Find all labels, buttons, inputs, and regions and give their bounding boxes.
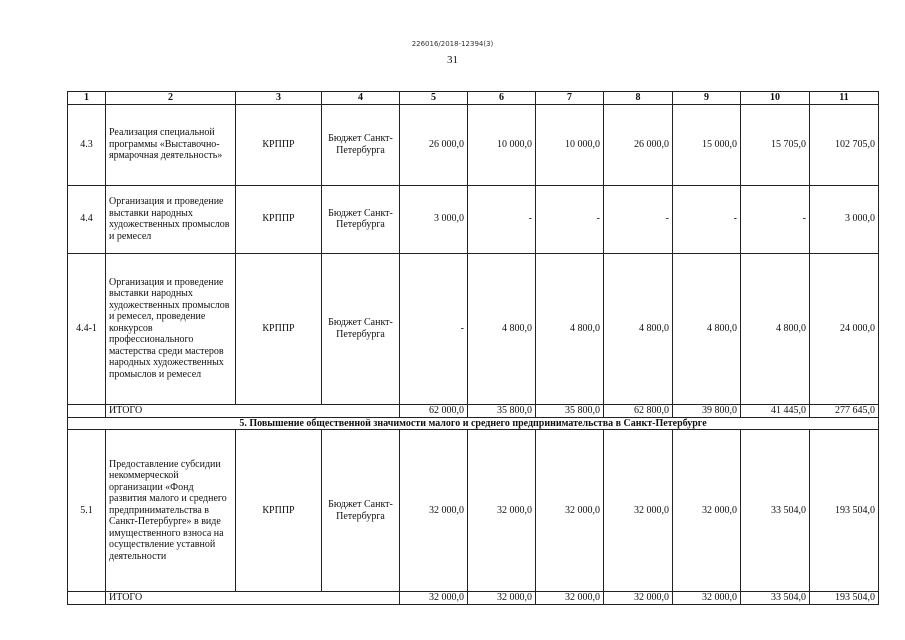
total-value: 41 445,0 [741,404,810,417]
row-number: 4.4 [68,185,106,253]
row-funding-source: Бюджет Санкт-Петербурга [322,253,400,404]
row-organization: КРППР [236,430,322,592]
column-header: 5 [400,92,468,105]
total-label: ИТОГО [106,592,400,605]
total-value: 39 800,0 [673,404,741,417]
column-header: 9 [673,92,741,105]
total-value: 32 000,0 [400,592,468,605]
document-id: 226016/2018-12394(3) [411,40,494,48]
row-number: 4.4-1 [68,253,106,404]
total-value: 32 000,0 [673,592,741,605]
row-value: 4 800,0 [673,253,741,404]
table-row [68,185,879,253]
row-value: 26 000,0 [400,104,468,185]
page-number: 31 [447,54,458,66]
row-value: - [741,185,810,253]
row-value: 4 800,0 [741,253,810,404]
row-value: 15 705,0 [741,104,810,185]
section-header-row [68,417,879,430]
table-row [68,253,879,404]
row-value: 4 800,0 [604,253,673,404]
row-value: 33 504,0 [741,430,810,592]
row-value: - [673,185,741,253]
budget-table [67,91,879,605]
row-value: 4 800,0 [468,253,536,404]
row-value: 32 000,0 [604,430,673,592]
row-value: 3 000,0 [400,185,468,253]
column-header: 1 [68,92,106,105]
row-name: Предоставление субсидии некоммерческой организации «Фонд развития малого и среднего предпринимательства в Санкт-Петербурге» в виде имущественного взноса на осуществление уставной деятельности [106,430,236,592]
total-value: 62 800,0 [604,404,673,417]
row-value: - [604,185,673,253]
total-value: 62 000,0 [400,404,468,417]
row-value: 10 000,0 [536,104,604,185]
header-row [68,92,879,105]
total-value: 277 645,0 [810,404,879,417]
total-value: 193 504,0 [810,592,879,605]
column-header: 6 [468,92,536,105]
row-value: 24 000,0 [810,253,879,404]
column-header: 11 [810,92,879,105]
column-header: 10 [741,92,810,105]
row-value: - [536,185,604,253]
row-value: 102 705,0 [810,104,879,185]
row-organization: КРППР [236,104,322,185]
table-row [68,104,879,185]
row-organization: КРППР [236,253,322,404]
row-funding-source: Бюджет Санкт-Петербурга [322,185,400,253]
row-funding-source: Бюджет Санкт-Петербурга [322,104,400,185]
row-value: 3 000,0 [810,185,879,253]
row-organization: КРППР [236,185,322,253]
row-name: Организация и проведение выставки народных художественных промыслов и ремесел, проведение конкурсов профессионального мастерства среди мастеров народных художественных промыслов и ремесел [106,253,236,404]
row-name: Реализация специальной программы «Выставочно-ярмарочная деятельность» [106,104,236,185]
row-value: 32 000,0 [673,430,741,592]
column-header: 2 [106,92,236,105]
column-header: 8 [604,92,673,105]
row-value: 32 000,0 [468,430,536,592]
empty-cell [68,592,106,605]
total-value: 32 000,0 [536,592,604,605]
total-value: 32 000,0 [468,592,536,605]
row-number: 4.3 [68,104,106,185]
column-header: 7 [536,92,604,105]
row-value: - [468,185,536,253]
table-row [68,430,879,592]
section-title: 5. Повышение общественной значимости малого и среднего предпринимательства в Санкт-Петербурге [68,417,879,430]
row-number: 5.1 [68,430,106,592]
total-value: 35 800,0 [536,404,604,417]
empty-cell [68,404,106,417]
row-value: 32 000,0 [400,430,468,592]
row-value: 32 000,0 [536,430,604,592]
row-value: 193 504,0 [810,430,879,592]
row-value: 15 000,0 [673,104,741,185]
row-value: 4 800,0 [536,253,604,404]
total-row [68,592,879,605]
total-value: 32 000,0 [604,592,673,605]
row-funding-source: Бюджет Санкт-Петербурга [322,430,400,592]
row-name: Организация и проведение выставки народных художественных промыслов и ремесел [106,185,236,253]
row-value: 26 000,0 [604,104,673,185]
total-label: ИТОГО [106,404,400,417]
row-value: 10 000,0 [468,104,536,185]
total-value: 33 504,0 [741,592,810,605]
row-value: - [400,253,468,404]
column-header: 4 [322,92,400,105]
total-value: 35 800,0 [468,404,536,417]
total-row [68,404,879,417]
column-header: 3 [236,92,322,105]
